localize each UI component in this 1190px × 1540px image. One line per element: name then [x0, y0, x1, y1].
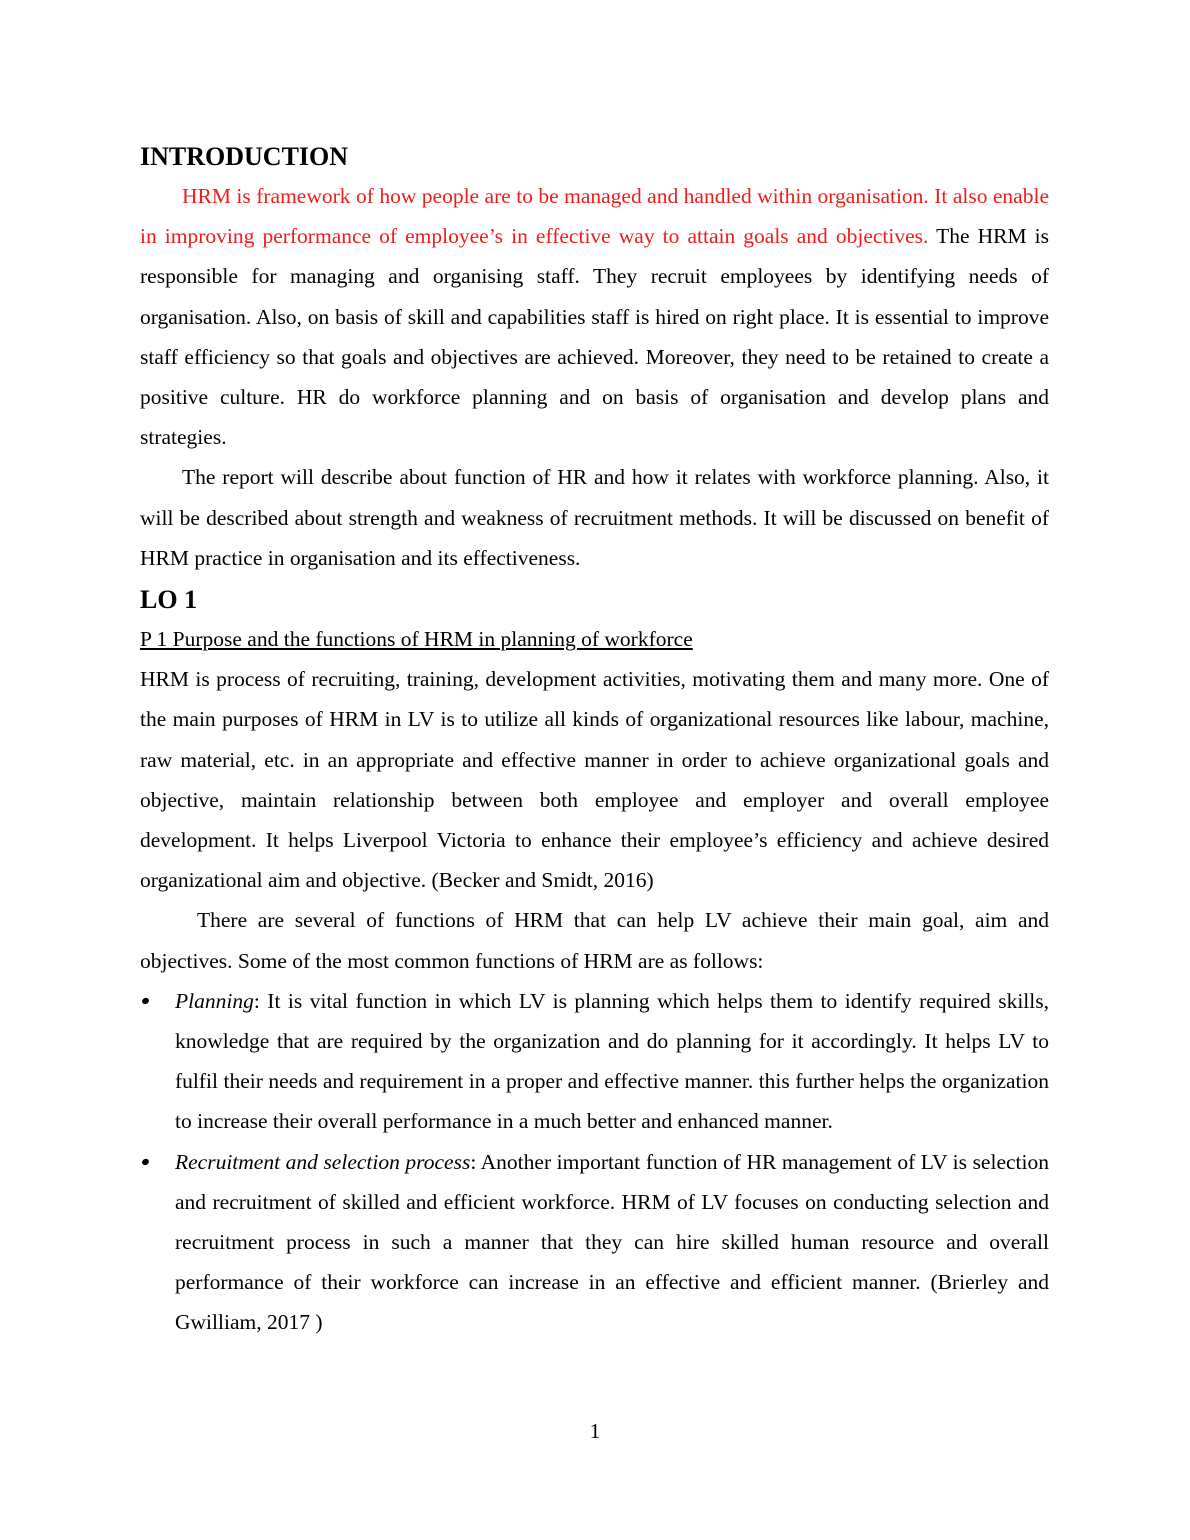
intro-paragraph-1 [140, 176, 1049, 457]
intro-body-text: The HRM is responsible for managing and organising staff. They recruit employees by identifying needs of organisation. Also, on basis of skill and capabilities staff is hired on right place. It is essential to improve staff efficiency so that goals and objectives are achieved. Moreover, they need to be retained to create a positive culture. HR do workforce planning and on basis of organisation and develop plans and strategies. [140, 224, 1049, 450]
lo1-subheading: P 1 Purpose and the functions of HRM in planning of workforce [140, 627, 693, 652]
list-item-text: : Another important function of HR management of LV is selection and recruitment of skilled and efficient workforce. HRM of LV focuses on conducting selection and recruitment process in such a manner that they can hire skilled human resource and overall performance of their workforce can increase in an effective and efficient manner. (Brierley and Gwilliam, 2017 ) [175, 1149, 1049, 1335]
bullet-icon [142, 981, 158, 1021]
list-item-text: : It is vital function in which LV is planning which helps them to identify required skills, knowledge that are required by the organization and do planning for it accordingly. It helps LV to fulfil their needs and requirement in a proper and effective manner. this further helps the organization to increase their overall performance in a much better and enhanced manner. [175, 988, 1049, 1134]
list-item-term: Recruitment and selection process [175, 1149, 471, 1174]
document-page [140, 138, 1049, 1343]
introduction-heading: INTRODUCTION [140, 142, 349, 171]
list-item [140, 981, 1049, 1142]
page-number: 1 [589, 1419, 601, 1443]
list-item [140, 1142, 1049, 1343]
intro-paragraph-2: The report will describe about function of HR and how it relates with workforce planning. Also, it will be described about strength and weakness of recruitment methods. It will be discussed on benefit of HRM practice in organisation and its effectiveness. [140, 465, 1049, 570]
intro-highlighted-text: HRM is framework of how people are to be managed and handled within organisation. It also enable in improving performance of employee’s in effective way to attain goals and objectives. [140, 184, 1049, 249]
list-item-term: Planning [175, 988, 254, 1013]
bullet-icon [142, 1142, 158, 1182]
lo1-paragraph-2: There are several of functions of HRM that can help LV achieve their main goal, aim and objectives. Some of the most common functions of HRM are as follows: [140, 908, 1049, 973]
lo1-heading: LO 1 [140, 585, 198, 615]
lo1-paragraph-1: HRM is process of recruiting, training, development activities, motivating them and many more. One of the main purposes of HRM in LV is to utilize all kinds of organizational resources like labour, machine, raw material, etc. in an appropriate and effective manner in order to achieve organizational goals and objective, maintain relationship between both employee and employer and overall employee development. It helps Liverpool Victoria to enhance their employee’s efficiency and achieve desired organizational aim and objective. (Becker and Smidt, 2016) [140, 667, 1049, 893]
hrm-functions-list [140, 981, 1049, 1343]
